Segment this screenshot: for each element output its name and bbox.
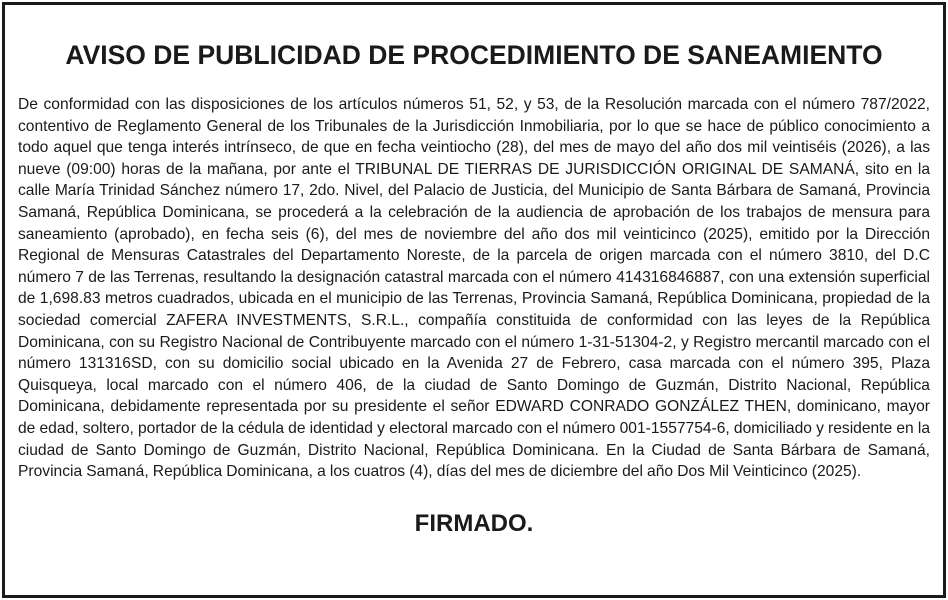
notice-body: De conformidad con las disposiciones de los artículos números 51, 52, y 53, de la Resolución marcada con el número 787/2022, contentivo de Reglamento General de los Tribunales de la Jurisdicción Inmobiliaria, por lo que se hace de público conocimiento a todo aquel que tenga interés intrínseco, de que en fecha veintiocho (28), del mes de mayo del año dos mil veintiséis (2026), a las nueve (09:00) horas de la mañana, por ante el TRIBUNAL DE TIERRAS DE JURISDICCIÓN ORIGINAL DE SAMANÁ, sito en la calle María Trinidad Sánchez número 17, 2do. Nivel, del Palacio de Justicia, del Municipio de Santa Bárbara de Samaná, Provincia Samaná, República Dominicana, se procederá a la celebración de la audiencia de aprobación de los trabajos de mensura para saneamiento (aprobado), en fecha seis (6), del mes de noviembre del año dos mil veinticinco (2025), emitido por la Dirección Regional de Mensuras Catastrales del Departamento Noreste, de la parcela de origen marcada con el número 3810, del D.C número 7 de las Terrenas, resultando la designación catastral marcada con el número 414316846887, con una extensión superficial de 1,698.83 metros cuadrados, ubicada en el municipio de las Terrenas, Provincia Samaná, República Dominicana, propiedad de la sociedad comercial ZAFERA INVESTMENTS, S.R.L., compañía constituida de conformidad con las leyes de la República Dominicana, con su Registro Nacional de Contribuyente marcado con el número 1-31-51304-2, y Registro mercantil marcado con el número 131316SD, con su domicilio social ubicado en la Avenida 27 de Febrero, casa marcada con el número 395, Plaza Quisqueya, local marcado con el número 406, de la ciudad de Santo Domingo de Guzmán, Distrito Nacional, República Dominicana, debidamente representada por su presidente el señor EDWARD CONRADO GONZÁLEZ THEN, dominicano, mayor de edad, soltero, portador de la cédula de identidad y electoral marcado con el número 001-1557754-6, domiciliado y residente en la ciudad de Santo Domingo de Guzmán, Distrito Nacional, República Dominicana. En la Ciudad de Santa Bárbara de Samaná, Provincia Samaná, República Dominicana, a los cuatros (4), días del mes de diciembre del año Dos Mil Veinticinco (2025). <box>18 96 930 481</box>
notice-title: AVISO DE PUBLICIDAD DE PROCEDIMIENTO DE SANEAMIENTO <box>65 40 883 70</box>
signature-label: FIRMADO. <box>414 510 534 537</box>
notice-frame <box>2 2 946 598</box>
